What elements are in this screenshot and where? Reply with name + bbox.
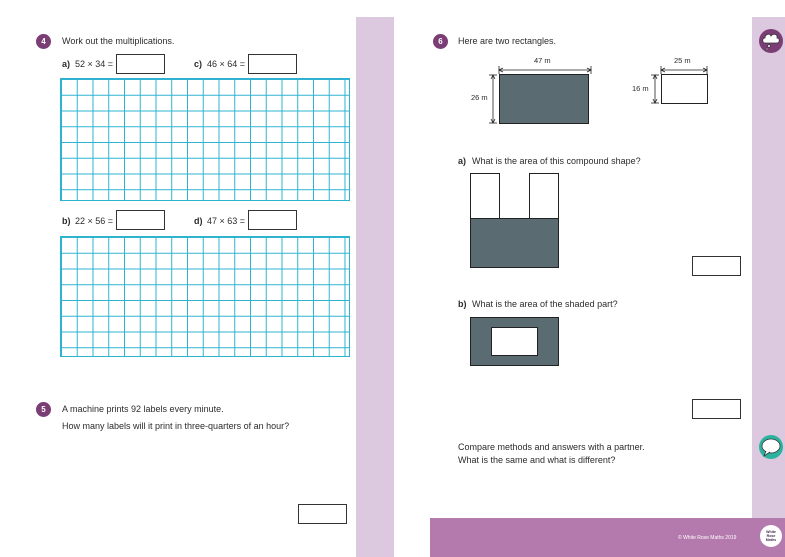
logo-line-2: Rose <box>766 533 776 538</box>
compound-shape-left-column <box>470 173 500 219</box>
part-b-label: b) <box>62 216 71 226</box>
part-d-label: d) <box>194 216 203 226</box>
question-6-part-b-answer-box[interactable] <box>692 399 741 419</box>
question-4-instruction: Work out the multiplications. <box>62 36 175 46</box>
part-a-answer-box[interactable] <box>116 54 165 74</box>
big-shaded-rectangle <box>499 74 589 124</box>
question-6-intro: Here are two rectangles. <box>458 36 557 46</box>
question-6-part-b-label: b) <box>458 299 467 309</box>
big-rectangle-height-label: 26 m <box>471 93 488 102</box>
question-5-answer-box[interactable] <box>298 504 347 524</box>
part-b-answer-box[interactable] <box>116 210 165 230</box>
discussion-speech-icon <box>757 433 785 461</box>
compare-line-1: Compare methods and answers with a partner. <box>458 442 645 452</box>
part-d-answer-box[interactable] <box>248 210 297 230</box>
question-5-line-2: How many labels will it print in three-quarters of an hour? <box>62 421 290 431</box>
compound-shape-right-column <box>529 173 559 219</box>
part-a-expression: 52 × 34 = <box>75 59 114 69</box>
part-d-expression: 47 × 63 = <box>207 216 246 226</box>
question-6-part-b-text: What is the area of the shaded part? <box>472 299 618 309</box>
question-6-part-a-label: a) <box>458 156 467 166</box>
big-rectangle-width-arrow <box>498 66 592 74</box>
small-rectangle-width-arrow <box>660 66 708 74</box>
small-rectangle-width-label: 25 m <box>674 56 691 65</box>
footer-copyright: © White Rose Maths 2019 <box>678 535 737 541</box>
question-6-part-a-answer-box[interactable] <box>692 256 741 276</box>
part-b-expression: 22 × 56 = <box>75 216 114 226</box>
question-5-line-1: A machine prints 92 labels every minute. <box>62 404 224 414</box>
logo-line-3: Maths <box>765 538 777 543</box>
white-rose-maths-logo <box>760 525 782 547</box>
part-c-label: c) <box>194 59 203 69</box>
part-c-expression: 46 × 64 = <box>207 59 246 69</box>
question-5-number: 5 <box>36 402 51 417</box>
part-c-answer-box[interactable] <box>248 54 297 74</box>
shaded-frame-hole <box>491 327 538 356</box>
compound-shape-base <box>470 218 559 268</box>
right-page-side-strip <box>752 17 785 557</box>
question-6-number: 6 <box>433 34 448 49</box>
thinking-cloud-icon <box>757 27 785 55</box>
small-rectangle-height-arrow <box>651 74 659 104</box>
small-white-rectangle <box>661 74 708 104</box>
working-grid-top[interactable] <box>60 78 350 201</box>
compare-line-2: What is the same and what is different? <box>458 455 616 465</box>
left-page-side-strip <box>356 17 394 557</box>
question-4-number: 4 <box>36 34 51 49</box>
working-grid-bottom[interactable] <box>60 236 350 357</box>
big-rectangle-height-arrow <box>489 74 497 124</box>
question-6-part-a-text: What is the area of this compound shape? <box>472 156 641 166</box>
logo-line-1: White <box>766 529 776 534</box>
small-rectangle-height-label: 16 m <box>632 84 649 93</box>
big-rectangle-width-label: 47 m <box>534 56 551 65</box>
part-a-label: a) <box>62 59 71 69</box>
